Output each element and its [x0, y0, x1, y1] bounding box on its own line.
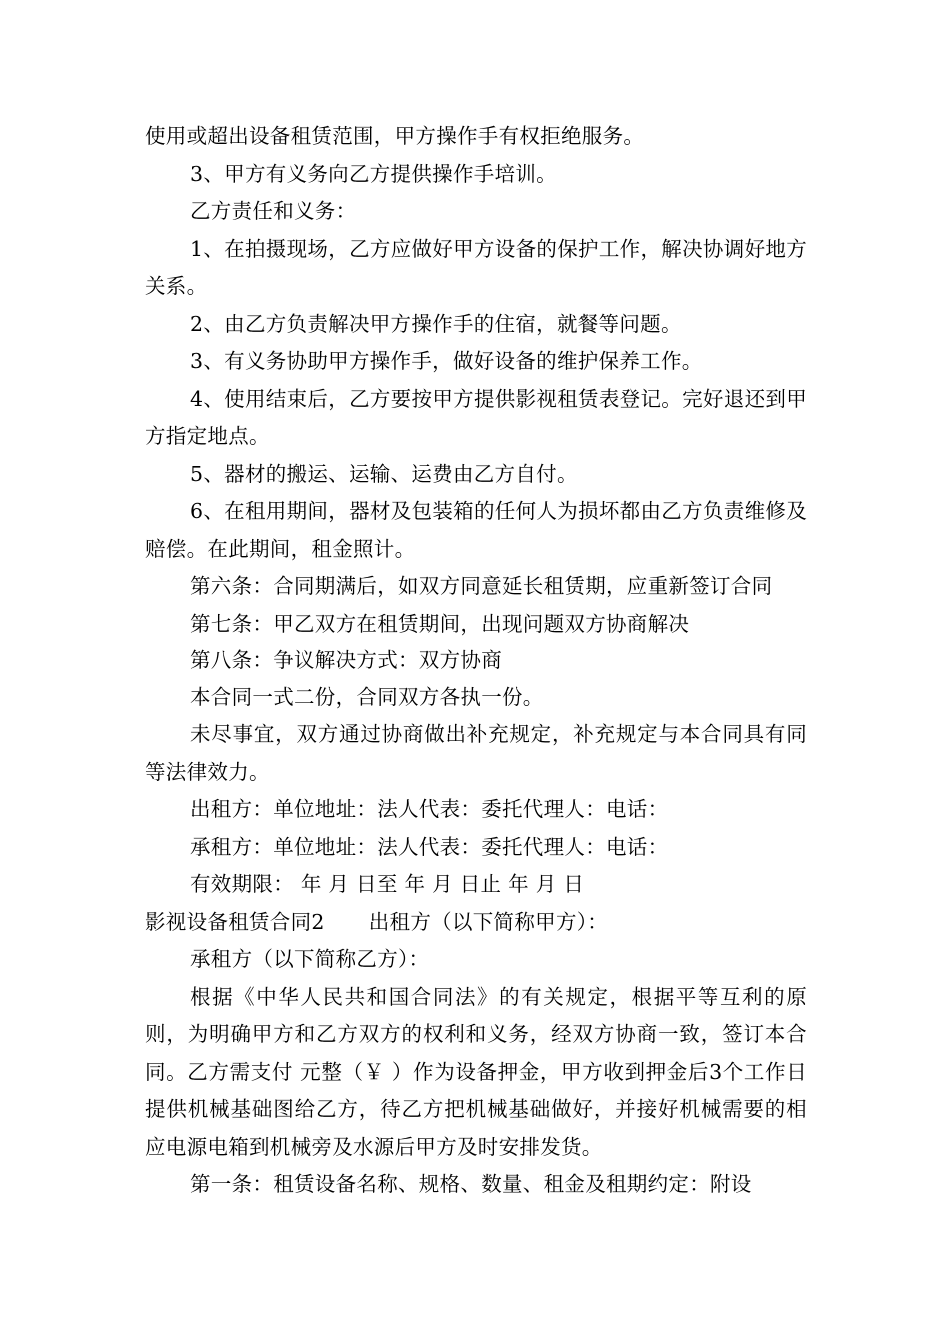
lessee-signature-line: 承租方：单位地址：法人代表：委托代理人：电话： [190, 834, 669, 859]
clause-six: 第六条：合同期满后，如双方同意延长租赁期，应重新签订合同 [190, 574, 773, 598]
clause-seven: 第七条：甲乙双方在租赁期间，出现问题双方协商解决 [190, 611, 690, 636]
paragraph: 5、器材的搬运、运输、运费由乙方自付。 [190, 461, 578, 486]
clause-eight: 第八条：争议解决方式：双方协商 [190, 648, 502, 672]
paragraph: 未尽事宜，双方通过协商做出补充规定，补充规定与本合同具有同等法律效力。 [145, 722, 807, 784]
paragraph: 2、由乙方负责解决甲方操作手的住宿，就餐等问题。 [190, 311, 682, 336]
lessor-signature-line: 出租方：单位地址：法人代表：委托代理人：电话： [190, 797, 669, 821]
paragraph: 4、使用结束后，乙方要按甲方提供影视租赁表登记。完好退还到甲方指定地点。 [145, 386, 807, 448]
contract2-heading-line [145, 904, 807, 942]
paragraph: 使用或超出设备租赁范围，甲方操作手有权拒绝服务。 [145, 124, 645, 148]
section-heading: 乙方责任和义务： [190, 199, 357, 223]
paragraph: 3、有义务协助甲方操作手，做好设备的维护保养工作。 [190, 349, 703, 373]
paragraph: 本合同一式二份，合同双方各执一份。 [190, 684, 544, 709]
paragraph: 1、在拍摄现场，乙方应做好甲方设备的保护工作，解决协调好地方关系。 [145, 236, 807, 298]
document-body [145, 118, 807, 1204]
contract2-lessor: 出租方（以下简称甲方）： [368, 909, 609, 934]
paragraph: 3、甲方有义务向乙方提供操作手培训。 [190, 161, 557, 186]
paragraph: 根据《中华人民共和国合同法》的有关规定，根据平等互利的原则，为明确甲方和乙方双方的权利和义务，经双方协商一致，签订本合同。乙方需支付 元整（￥ ）作为设备押金，甲方收到押金后3个工作日提供机械基础图给乙方，待乙方把机械基础做好，并接好机械需要的相应电源电箱到机械旁及水源后甲方及时安排发货。 [145, 984, 807, 1159]
paragraph: 6、在租用期间，器材及包装箱的任何人为损坏都由乙方负责维修及赔偿。在此期间，租金照计。 [145, 499, 807, 561]
clause-one: 第一条：租赁设备名称、规格、数量、租金及租期约定：附设 [190, 1172, 752, 1196]
validity-period-line: 有效期限： 年 月 日至 年 月 日止 年 月 日 [190, 872, 585, 896]
contract2-title: 影视设备租赁合同2 [145, 909, 325, 934]
paragraph: 承租方（以下简称乙方）： [190, 947, 430, 971]
